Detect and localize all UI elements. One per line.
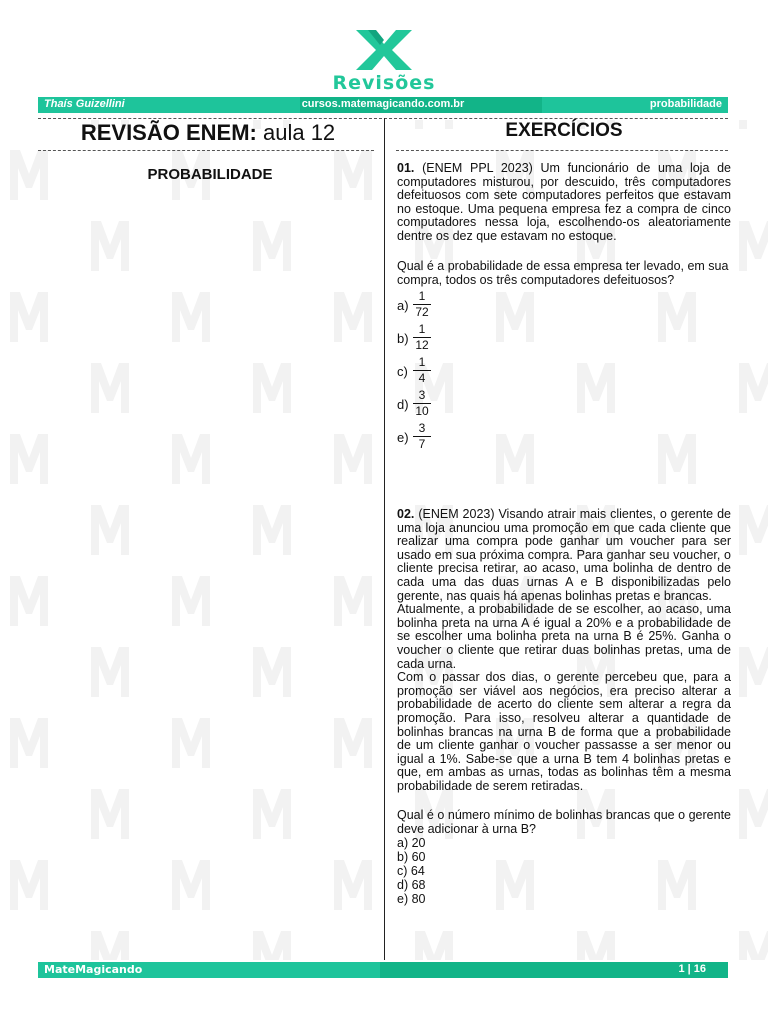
fraction: 3 10 [413,389,431,418]
column-divider [384,118,385,960]
section-heading: PROBABILIDADE [147,166,273,183]
question-1-body: (ENEM PPL 2023) Um funcionário de uma loja de computadores misturou, por descuido, três computadores defeituosos com sete computadores perfeitos que estavam no estoque. Uma pequena empresa fez a compra de cinco computadores nessa loja, escolhendo-os aleatoriamente dentre os dez que estavam no estoque. [397,161,731,243]
lesson-title-rest: aula 12 [262,120,336,145]
question-2-intro: (ENEM 2023) Visando atrair mais clientes, o gerente de uma loja anunciou uma promoção em que cada cliente que realizar uma compra pode ganhar um voucher para ser usado em sua próxima compra. Para ganhar seu voucher, o cliente precisa retirar, ao acaso, uma bolinha de dentro de cada uma das duas urnas A e B disponibilizadas pelo gerente, nas quais há apenas bolinhas pretas e brancas. [397,507,731,603]
lesson-title-bold: REVISÃO ENEM: [80,120,257,145]
x-logo-icon [354,28,414,72]
question-2-prompt: Qual é o número mínimo de bolinhas brancas que o gerente deve adicionar à urna B? [397,808,731,836]
q2-option-e[interactable]: e) 80 [397,892,426,906]
lesson-title [38,120,378,146]
q2-option-a[interactable]: a) 20 [397,836,426,850]
topic-label: probabilidade [649,98,722,110]
left-title-divider [38,150,374,151]
header-divider [38,118,728,119]
q2-option-d[interactable]: d) 68 [397,878,426,892]
site-link[interactable]: cursos.matemagicando.com.br [301,98,465,110]
fraction: 1 4 [413,356,431,385]
question-1-text [397,162,731,244]
question-2-number: 02. [397,507,415,521]
footer-brand: MateMagicando [44,963,143,976]
question-2-text [397,508,731,793]
exercises-title: EXERCÍCIOS [505,120,623,141]
header-strip [38,97,728,113]
q2-option-c[interactable]: c) 64 [397,864,425,878]
footer-bar [38,962,728,978]
q2-option-b[interactable]: b) 60 [397,850,426,864]
question-1-prompt: Qual é a probabilidade de essa empresa ter levado, em sua compra, todos os três computadores defeituosos? [397,259,729,287]
fraction: 1 72 [413,290,431,319]
fraction: 1 12 [413,323,431,352]
brand-title: Revisões [332,72,436,94]
question-2-paragraph-2: Atualmente, a probabilidade de se escolher, ao acaso, uma bolinha preta na urna A é igual a 20% e a probabilidade de se escolher uma bolinha preta na urna B é 25%. Ganha o voucher o cliente que retirar duas bolinhas pretas, uma de cada urna. [397,602,731,671]
right-title-divider [396,150,728,151]
question-1-number: 01. [397,161,415,175]
footer-bar-highlight [380,962,728,978]
author-name: Thaís Guizellini [44,98,125,110]
question-2-paragraph-3: Com o passar dos dias, o gerente percebeu que, para a promoção ser viável aos negócios, era preciso alterar a probabilidade de acerto do cliente sem alterar a regra da promoção. Para isso, resolveu alterar a quantidade de bolinhas brancas na urna B de forma que a probabilidade de um cliente ganhar o voucher passasse a ser menor ou igual a 1%. Sabe-se que a urna B tem 4 bolinhas pretas e que, em ambas as urnas, todas as bolinhas têm a mesma probabilidade de serem retiradas. [397,670,731,793]
fraction: 3 7 [413,422,431,451]
page-number: 1 | 16 [678,963,706,975]
